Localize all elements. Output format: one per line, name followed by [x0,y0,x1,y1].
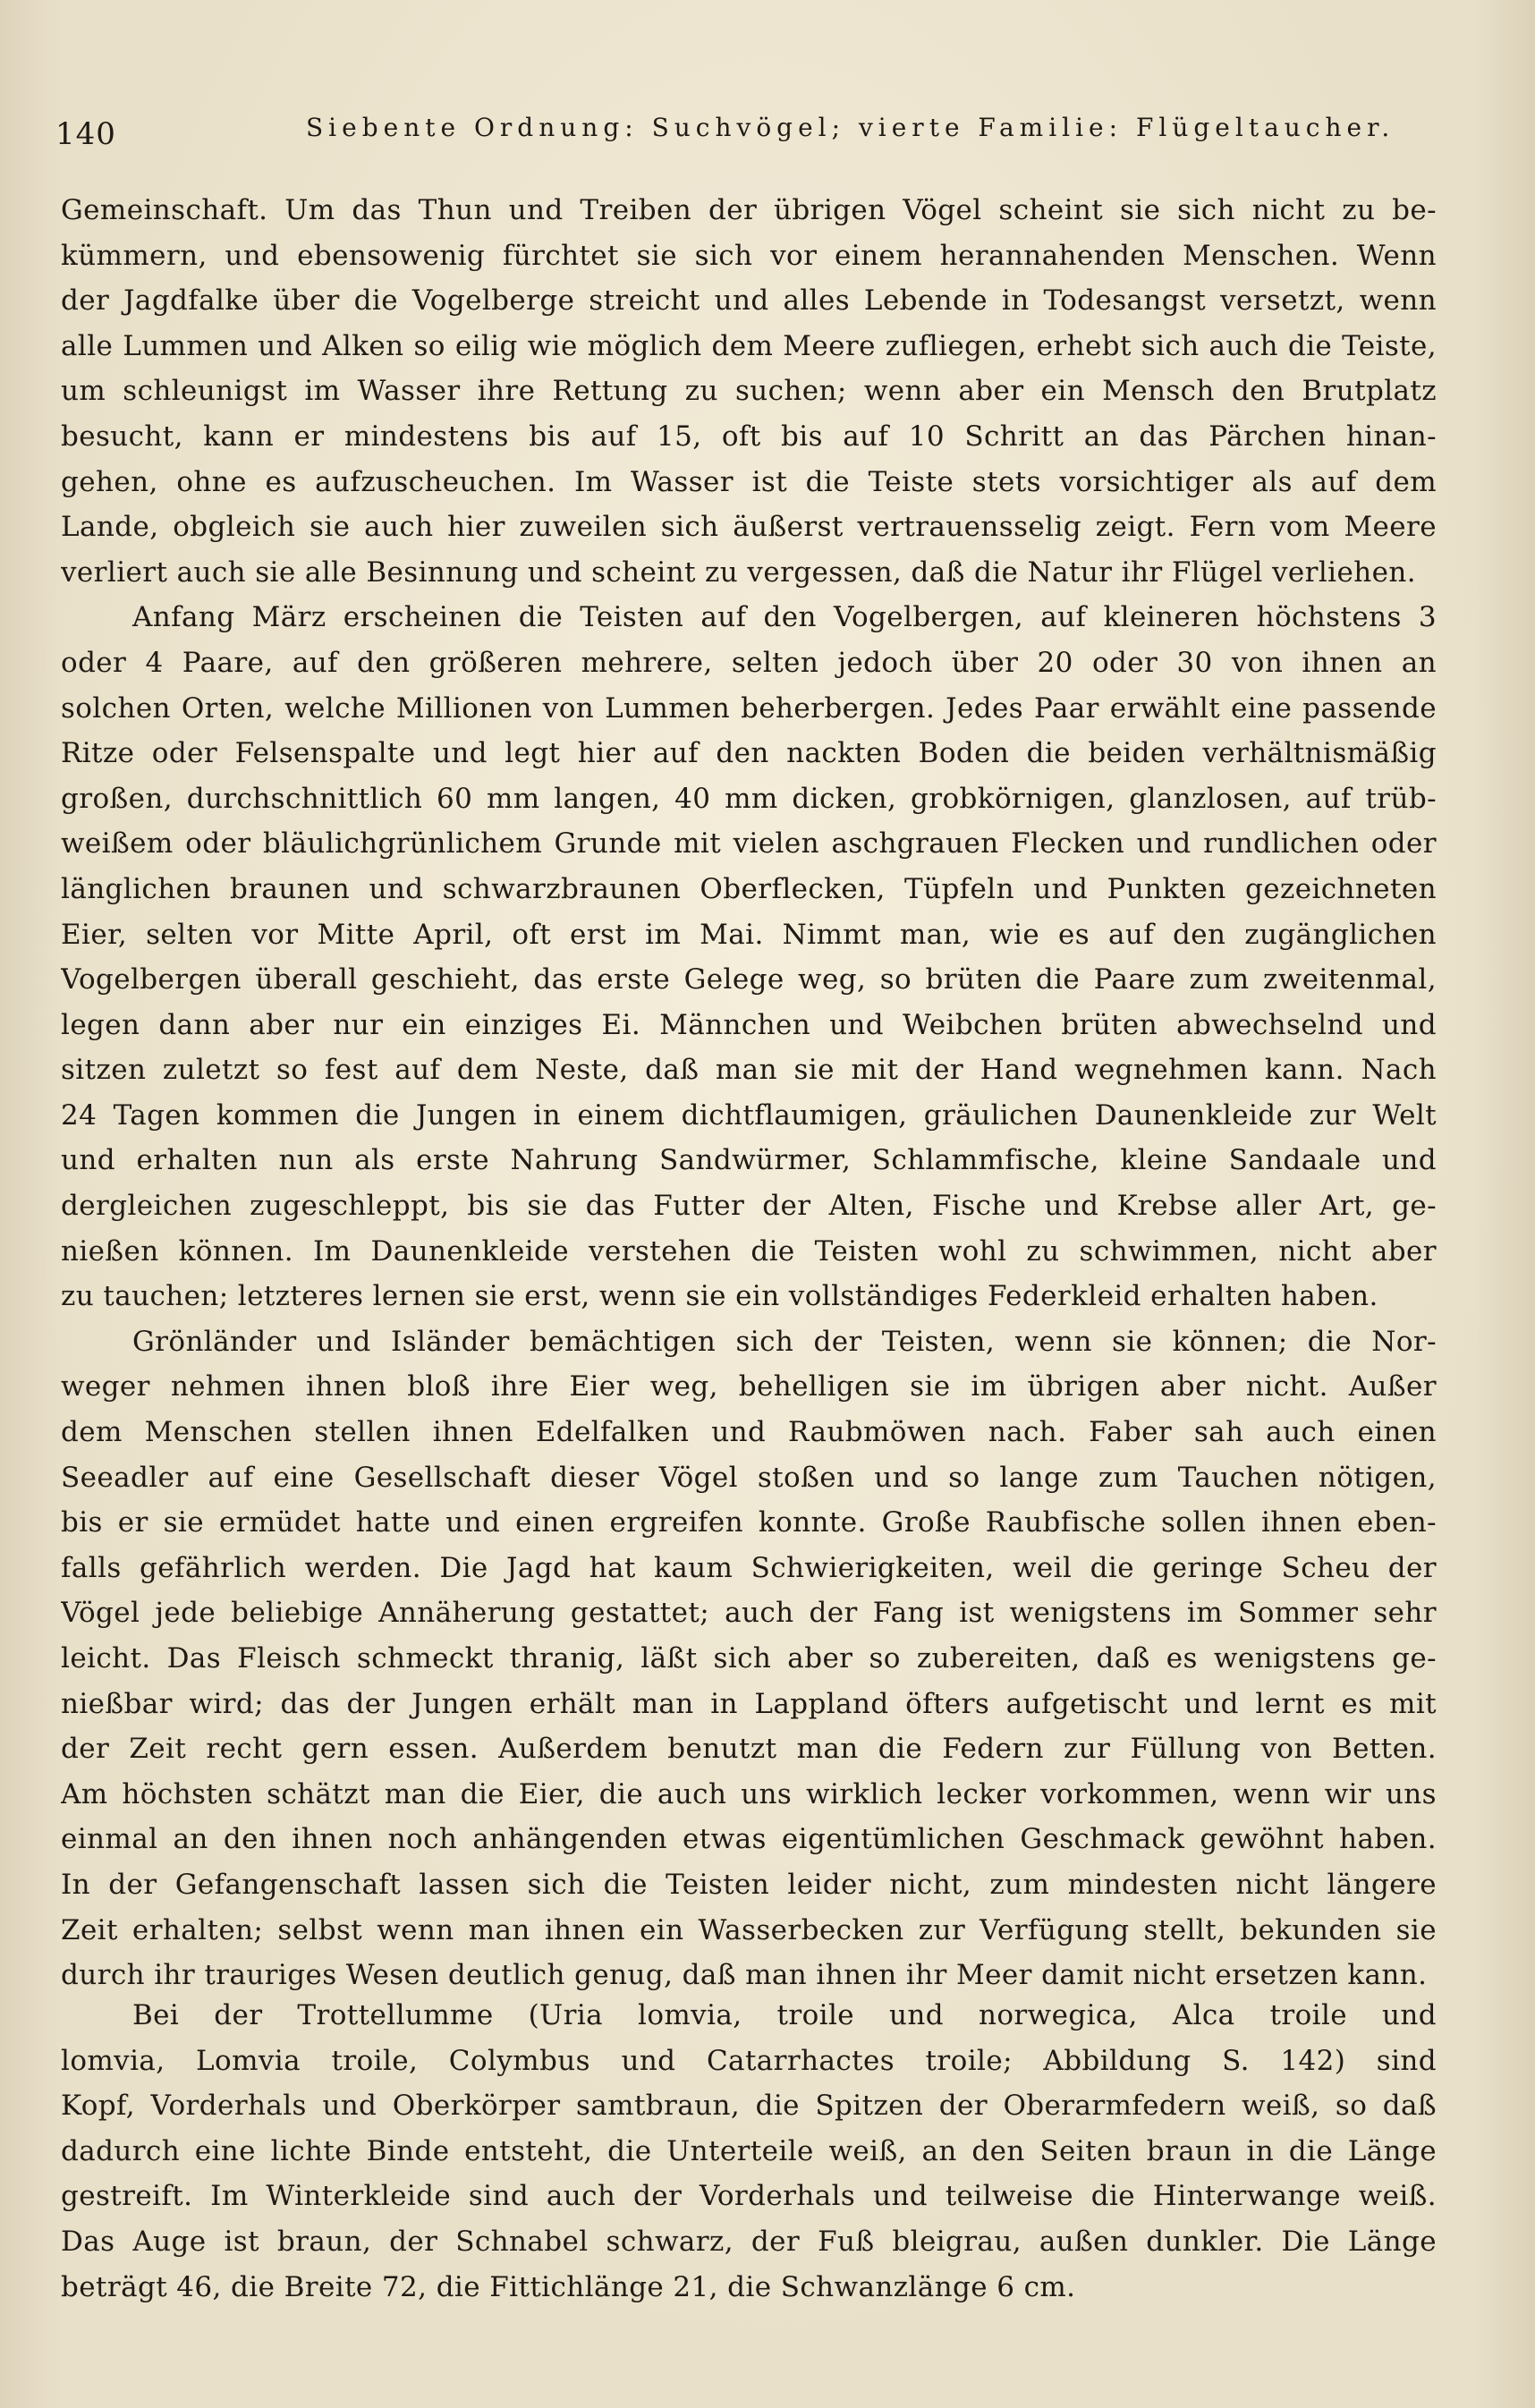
text-line: zu tauchen; letzteres lernen sie erst, wenn sie ein vollständiges Federkleid erhalten haben. [61,1280,1378,1313]
text-line: Ritze oder Felsenspalte und legt hier auf den nackten Boden die beiden verhältnismäßig [61,737,1437,770]
running-title: Siebente Ordnung: Suchvögel; vierte Familie: Flügeltaucher. [306,113,1395,142]
text-line: Eier, selten vor Mitte April, oft erst im Mai. Nimmt man, wie es auf den zugänglichen [61,918,1437,951]
text-line: besucht, kann er mindestens bis auf 15, oft bis auf 10 Schritt an das Pärchen hinan- [61,420,1437,453]
text-line: gestreift. Im Winterkleide sind auch der Vorderhals und teilweise die Hinterwange weiß. [61,2180,1437,2213]
text-line: und erhalten nun als erste Nahrung Sandwürmer, Schlammfische, kleine Sandaale und [61,1144,1437,1177]
text-line: Gemeinschaft. Um das Thun und Treiben der übrigen Vögel scheint sie sich nicht zu be- [61,194,1437,226]
running-header [55,106,1451,159]
text-line: bis er sie ermüdet hatte und einen ergreifen konnte. Große Raubfische sollen ihnen eben- [61,1506,1437,1539]
text-line: weger nehmen ihnen bloß ihre Eier weg, behelligen sie im übrigen aber nicht. Außer [61,1370,1437,1403]
text-line: 24 Tagen kommen die Jungen in einem dichtflaumigen, gräulichen Daunenkleide zur Welt [61,1098,1437,1132]
text-line: dem Menschen stellen ihnen Edelfalken und Raubmöwen nach. Faber sah auch einen [61,1416,1437,1449]
text-line: weißem oder bläulichgrünlichem Grunde mit vielen aschgrauen Flecken und rundlichen oder [61,827,1437,861]
text-line: Anfang März erscheinen die Teisten auf den Vogelbergen, auf kleineren höchstens 3 [132,601,1437,634]
text-line: solchen Orten, welche Millionen von Lummen beherbergen. Jedes Paar erwählt eine passende [61,691,1437,725]
text-line: großen, durchschnittlich 60 mm langen, 40 mm dicken, grobkörnigen, glanzlosen, auf trüb- [61,782,1437,815]
text-line: kümmern, und ebensowenig fürchtet sie sich vor einem herannahenden Menschen. Wenn [61,239,1437,272]
text-line: In der Gefangenschaft lassen sich die Teisten leider nicht, zum mindesten nicht längere [61,1868,1437,1901]
text-line: legen dann aber nur ein einziges Ei. Männchen und Weibchen brüten abwechselnd und [61,1008,1437,1041]
text-line: leicht. Das Fleisch schmeckt thranig, läßt sich aber so zubereiten, daß es wenigstens ge- [61,1642,1437,1675]
text-line: Zeit erhalten; selbst wenn man ihnen ein Wasserbecken zur Verfügung stellt, bekunden sie [61,1913,1437,1946]
text-line: Vogelbergen überall geschieht, das erste Gelege weg, so brüten die Paare zum zweitenmal, [61,963,1437,996]
text-line: dadurch eine lichte Binde entsteht, die Unterteile weiß, an den Seiten braun in die Länge [61,2134,1437,2167]
text-line: Seeadler auf eine Gesellschaft dieser Vögel stoßen und so lange zum Tauchen nötigen, [61,1461,1437,1494]
text-line: Vögel jede beliebige Annäherung gestattet; auch der Fang ist wenigstens im Sommer sehr [61,1597,1437,1630]
text-line: gehen, ohne es aufzuscheuchen. Im Wasser ist die Teiste stets vorsichtiger als auf dem [61,465,1437,498]
text-block-2 [61,1993,1437,2310]
text-line: Bei der Trottellumme (Uria lomvia, troile und norwegica, Alca troile und [132,1999,1437,2031]
text-line: oder 4 Paare, auf den größeren mehrere, selten jedoch über 20 oder 30 von ihnen an [61,646,1437,679]
text-line: länglichen braunen und schwarzbraunen Oberflecken, Tüpfeln und Punkten gezeichneten [61,872,1437,905]
text-line: beträgt 46, die Breite 72, die Fittichlänge 21, die Schwanzlänge 6 cm. [61,2270,1076,2303]
text-line: einmal an den ihnen noch anhängenden etwas eigentümlichen Geschmack gewöhnt haben. [61,1823,1437,1856]
text-line: alle Lummen und Alken so eilig wie möglich dem Meere zufliegen, erhebt sich auch die Teiste, [61,329,1437,362]
page-number: 140 [55,116,116,152]
text-line: sitzen zuletzt so fest auf dem Neste, daß man sie mit der Hand wegnehmen kann. Nach [61,1054,1437,1087]
text-line: der Zeit recht gern essen. Außerdem benutzt man die Federn zur Füllung von Betten. [61,1733,1437,1766]
text-line: Grönländer und Isländer bemächtigen sich der Teisten, wenn sie können; die Nor- [132,1325,1437,1358]
text-line: Kopf, Vorderhals und Oberkörper samtbraun, die Spitzen der Oberarmfedern weiß, so daß [61,2090,1437,2123]
text-block-1 [61,188,1437,1998]
text-line: um schleunigst im Wasser ihre Rettung zu suchen; wenn aber ein Mensch den Brutplatz [61,375,1437,408]
text-line: der Jagdfalke über die Vogelberge streicht und alles Lebende in Todesangst versetzt, wenn [61,284,1437,318]
text-line: nießen können. Im Daunenkleide verstehen die Teisten wohl zu schwimmen, nicht aber [61,1234,1437,1268]
text-line: falls gefährlich werden. Die Jagd hat kaum Schwierigkeiten, weil die geringe Scheu der [61,1551,1437,1584]
text-line: Am höchsten schätzt man die Eier, die auch uns wirklich lecker vorkommen, wenn wir uns [61,1777,1437,1810]
text-line: Lande, obgleich sie auch hier zuweilen sich äußerst vertrauensselig zeigt. Fern vom Meere [61,511,1437,544]
text-line: verliert auch sie alle Besinnung und scheint zu vergessen, daß die Natur ihr Flügel verliehen. [61,555,1416,589]
text-line: dergleichen zugeschleppt, bis sie das Futter der Alten, Fische und Krebse aller Art, ge- [61,1190,1437,1223]
text-line: Das Auge ist braun, der Schnabel schwarz, der Fuß bleigrau, außen dunkler. Die Länge [61,2225,1437,2258]
text-line: durch ihr trauriges Wesen deutlich genug, daß man ihnen ihr Meer damit nicht ersetzen kann. [61,1959,1428,1992]
text-line: nießbar wird; das der Jungen erhält man in Lappland öfters aufgetischt und lernt es mit [61,1687,1437,1720]
text-line: lomvia, Lomvia troile, Colymbus und Catarrhactes troile; Abbildung S. 142) sind [61,2044,1437,2077]
